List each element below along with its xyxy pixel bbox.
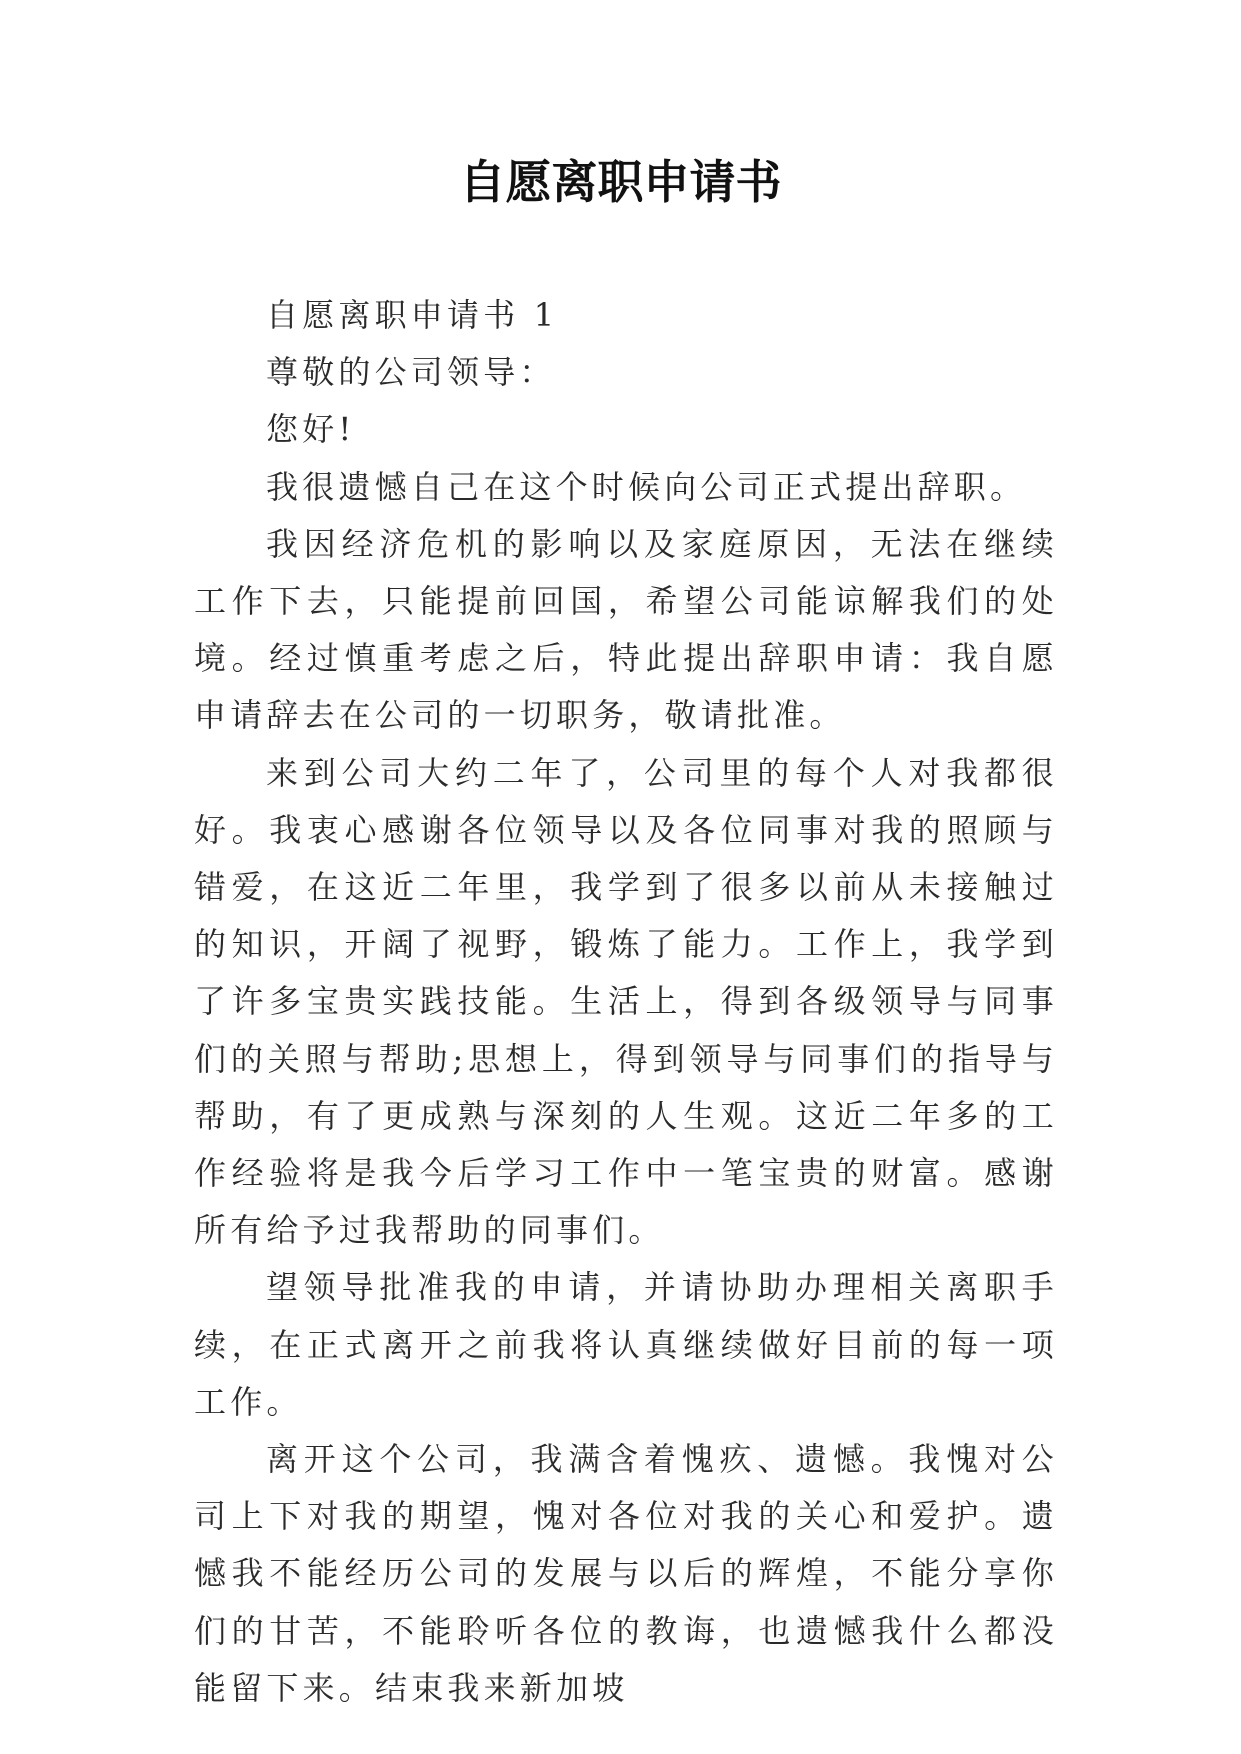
paragraph: 离开这个公司，我满含着愧疚、遗憾。我愧对公司上下对我的期望，愧对各位对我的关心和爱护。遗憾我不能经历公司的发展与以后的辉煌，不能分享你们的甘苦，不能聆听各位的教诲，也遗憾我什么都没能留下来。结束我来新加坡 bbox=[194, 1440, 1058, 1707]
document-title: 自愿离职申请书 bbox=[459, 155, 782, 209]
heading-line: 自愿离职申请书 1 bbox=[266, 296, 559, 334]
paragraph: 望领导批准我的申请，并请协助办理相关离职手续，在正式离开之前我将认真继续做好目前的每一项工作。 bbox=[194, 1268, 1058, 1421]
paragraph: 我很遗憾自己在这个时候向公司正式提出辞职。 bbox=[266, 467, 1027, 506]
paragraph: 我因经济危机的影响以及家庭原因，无法在继续工作下去，只能提前回国，希望公司能谅解我们的处境。经过慎重考虑之后，特此提出辞职申请：我自愿申请辞去在公司的一切职务，敬请批准。 bbox=[194, 524, 1058, 735]
greeting: 您好! bbox=[266, 410, 356, 449]
salutation: 尊敬的公司领导： bbox=[266, 353, 556, 392]
paragraph: 来到公司大约二年了，公司里的每个人对我都很好。我衷心感谢各位领导以及各位同事对我的照顾与错爱，在这近二年里，我学到了很多以前从未接触过的知识，开阔了视野，锻炼了能力。工作上，我学到了许多宝贵实践技能。生活上，得到各级领导与同事们的关照与帮助;思想上，得到领导与同事们的指导与帮助，有了更成熟与深刻的人生观。这近二年多的工作经验将是我今后学习工作中一笔宝贵的财富。感谢所有给予过我帮助的同事们。 bbox=[194, 753, 1058, 1250]
document-body bbox=[194, 287, 1058, 1717]
